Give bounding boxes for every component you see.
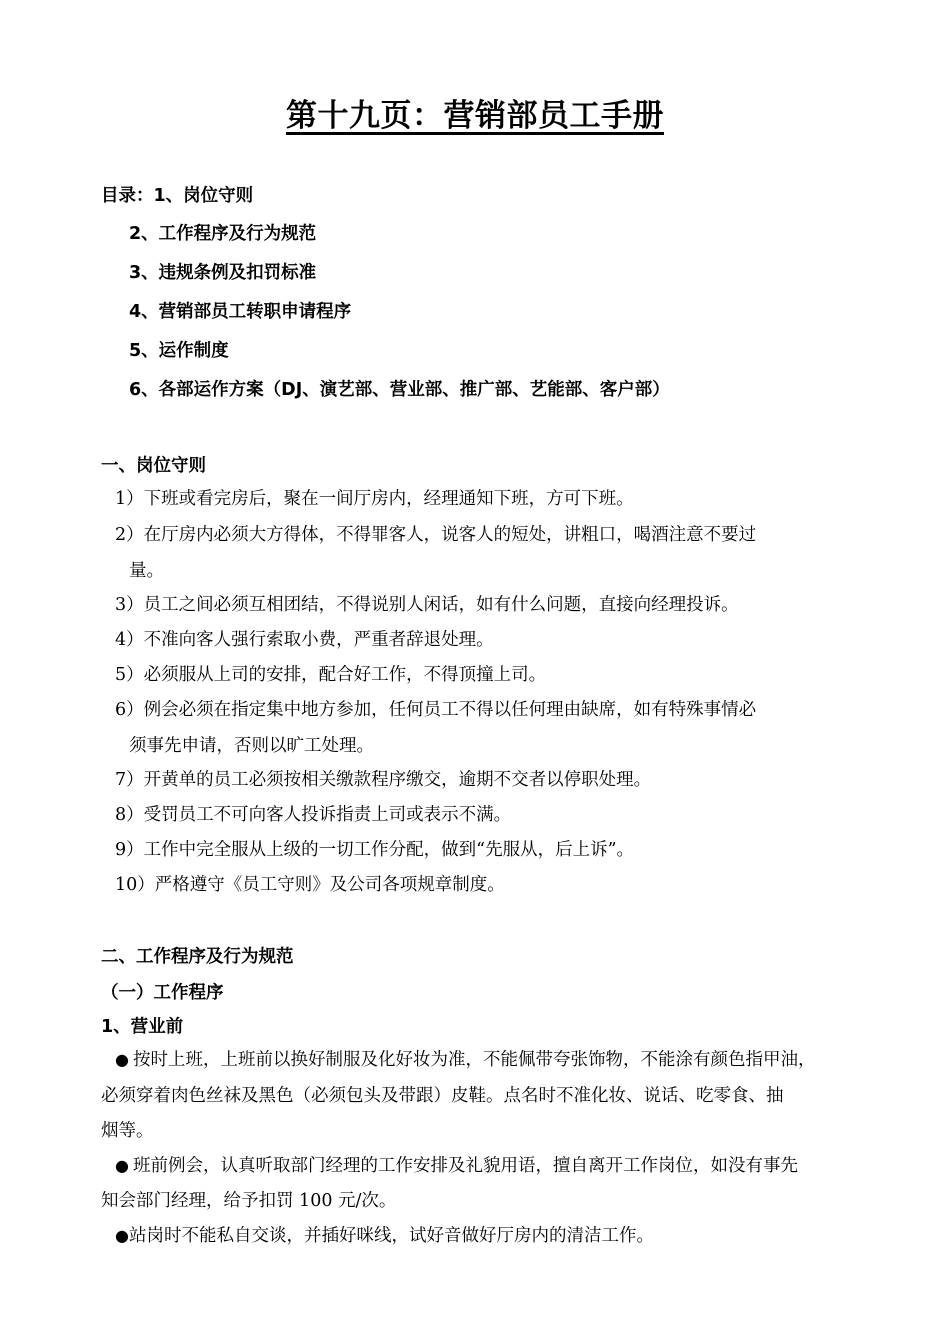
bullet-continuation: 烟等。 [101,1121,154,1141]
page-title: 第十九页：营销部员工手册 [286,98,664,134]
section2-sub-heading: （一）工作程序 [101,983,224,1003]
toc-item-4: 4、营销部员工转职申请程序 [129,302,352,322]
bullet-continuation: 知会部门经理，给予扣罚 100 元/次。 [101,1191,397,1211]
bullet-text: 班前例会，认真听取部门经理的工作安排及礼貌用语，擅自离开工作岗位，如没有事先 [132,1156,798,1176]
toc-item-6: 6、各部运作方案（DJ、演艺部、营业部、推广部、艺能部、客户部） [129,380,670,400]
toc-prefix: 目录： [101,186,154,206]
section1-rule-line: 8）受罚员工不可向客人投诉指责上司或表示不满。 [115,805,512,825]
section1-rule-line: 9）工作中完全服从上级的一切工作分配，做到“先服从，后上诉”。 [115,840,635,860]
section2-heading: 二、工作程序及行为规范 [101,947,294,967]
bullet-icon: ● [115,1050,129,1069]
bullet-icon: ● [115,1156,129,1175]
toc-item-3: 3、违规条例及扣罚标准 [129,263,317,283]
bullet-continuation: 必须穿着肉色丝袜及黑色（必须包头及带跟）皮鞋。点名时不准化妆、说话、吃零食、抽 [101,1086,784,1106]
bullet-paragraph [115,1224,654,1248]
section1-rule-line: 2）在厅房内必须大方得体，不得罪客人，说客人的短处，讲粗口，喝酒注意不要过 [115,525,757,545]
section1-rule-line: 5）必须服从上司的安排，配合好工作，不得顶撞上司。 [115,665,547,685]
section1-rule-line: 4）不准向客人强行索取小费，严重者辞退处理。 [115,630,494,650]
section1-rule-line: 6）例会必须在指定集中地方参加，任何员工不得以任何理由缺席，如有特殊事情必 [115,700,757,720]
section1-rule-line: 1）下班或看完房后，聚在一间厅房内，经理通知下班，方可下班。 [115,489,634,509]
section2-item-heading: 1、营业前 [101,1017,184,1037]
section1-rule-line: 3）员工之间必须互相团结，不得说别人闲话，如有什么问题，直接向经理投诉。 [115,595,739,615]
bullet-icon: ● [115,1226,129,1245]
section1-rule-line: 10）严格遵守《员工守则》及公司各项规章制度。 [115,875,505,895]
toc-item-5: 5、运作制度 [129,341,229,361]
bullet-paragraph [115,1154,798,1178]
bullet-text: 站岗时不能私自交谈，并插好咪线，试好音做好厅房内的清洁工作。 [128,1226,654,1246]
toc-first-line [101,184,253,208]
section1-rule-line: 7）开黄单的员工必须按相关缴款程序缴交，逾期不交者以停职处理。 [115,770,652,790]
toc-item-2: 2、工作程序及行为规范 [129,224,317,244]
toc-item-1: 1、岗位守则 [153,186,254,206]
bullet-paragraph [115,1048,815,1072]
section1-heading: 一、岗位守则 [101,456,206,476]
section1-rule-line: 量。 [129,561,164,581]
section1-rule-line: 须事先申请，否则以旷工处理。 [129,736,374,756]
bullet-text: 按时上班，上班前以换好制服及化好妆为准，不能佩带夸张饰物，不能涂有颜色指甲油， [132,1050,816,1070]
